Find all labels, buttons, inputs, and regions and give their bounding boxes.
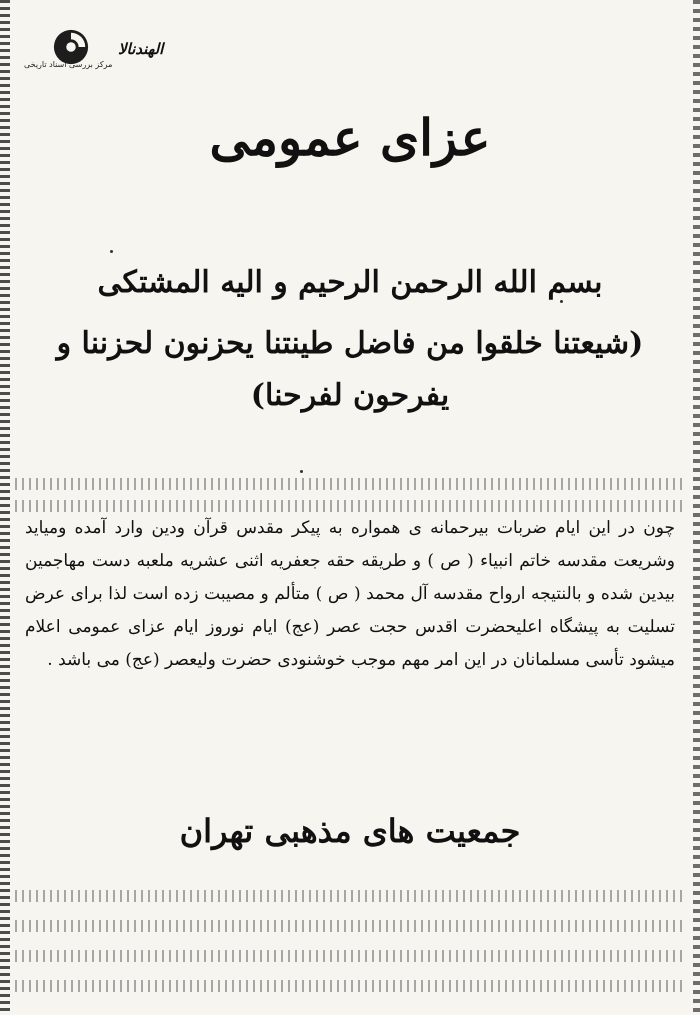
print-noise-bottom-1 xyxy=(15,890,685,902)
logo-caption: مرکز بررسی اسناد تاریخی xyxy=(24,60,113,69)
speck xyxy=(110,250,113,253)
signature: جمعیت های مذهبی تهران xyxy=(179,812,521,850)
handwritten-code: الهندنالا xyxy=(118,40,164,58)
hadith-quote: (شیعتنا خلقوا من فاضل طینتنا یحزنون لحزننا و یفرحون لفرحنا) xyxy=(56,326,644,413)
speck xyxy=(560,300,563,303)
print-noise-bottom-4 xyxy=(15,980,685,992)
print-noise-bottom-2 xyxy=(15,920,685,932)
announcement-body: چون در این ایام ضربات بیرحمانه ی همواره به پیکر مقدس قرآن ودین وارد آمده ومیاید وشریعت مقدسه خاتم انبیاء ( ص ) و طریقه حقه جعفریه اثنی عشریه ملعبه دست مهاجمین بیدین شده و بالنتیجه ارواح مقدسه آل محمد ( ص ) متألم و مصیبت زده است لذا برای عرض تسلیت به پیشگاه اعلیحضرت اقدس حجت عصر (عج) ایام نوروز ایام عزای عمومی اعلام میشود تأسی مسلمانان در این امر مهم موجب خوشنودی حضرت ولیعصر (عج) می باشد . xyxy=(25,518,675,670)
print-noise-top-2 xyxy=(15,500,685,512)
speck xyxy=(300,470,303,473)
print-noise-bottom-3 xyxy=(15,950,685,962)
page-title: عزای عمومی xyxy=(209,108,491,167)
bismillah-line: بسم الله الرحمن الرحیم و الیه المشتکی xyxy=(97,265,603,300)
print-noise-top xyxy=(15,478,685,490)
